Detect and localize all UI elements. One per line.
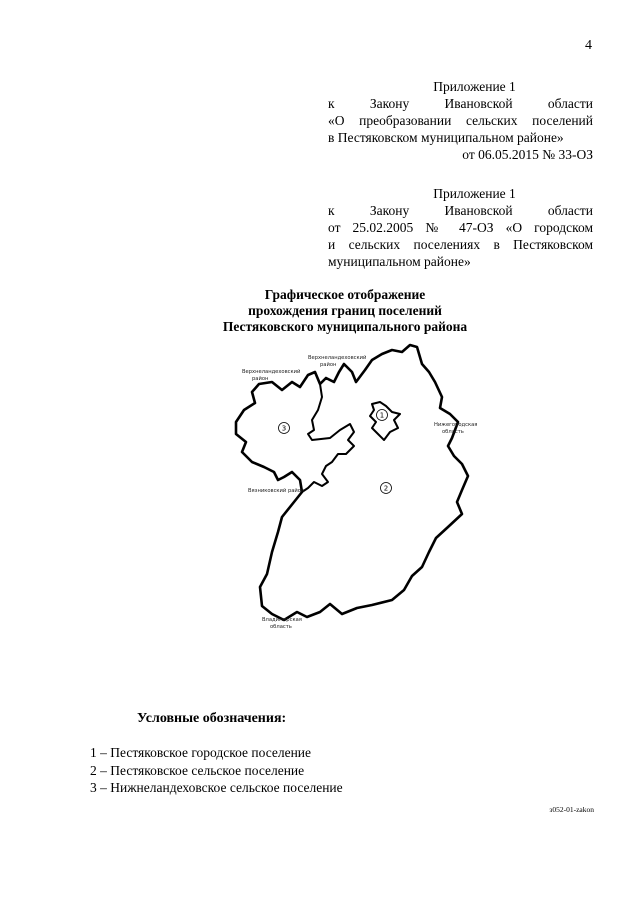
appendix-current-line-4: от 06.05.2015 № 33-ОЗ [462,147,593,162]
label-west-district-line-1: Верхнеландеховский [242,369,301,375]
map-heading [150,287,540,335]
label-north-district-line-1: Верхнеландеховский [308,355,367,361]
label-south-region-line-2: область [270,624,292,630]
appendix-current-line-1: к Закону Ивановской области [328,96,593,111]
appendix-original-title: Приложение 1 [433,186,516,201]
appendix-original-line-2: от 25.02.2005 № 47-ОЗ «О городском [328,220,593,235]
map-heading-line-1: Графическое отображение [264,287,426,302]
legend-heading: Условные обозначения: [137,711,287,726]
appendix-current [328,78,593,163]
document-code: з052-01-zakon [549,805,594,814]
legend-item-2: 2 – Пестяковское сельское поселение [90,762,305,778]
legend [90,744,343,797]
appendix-original-line-3: и сельских поселениях в Пестяковском [328,237,593,252]
boundary-settlement-1 [370,402,400,440]
map-heading-line-2: прохождения границ поселений [248,303,442,318]
marker-1-label: 1 [379,411,385,420]
map-heading-line-3: Пестяковского муниципального района [222,319,468,334]
label-west-district-line-2: район [252,376,269,382]
appendix-current-line-2: «О преобразовании сельских поселений [328,113,593,128]
district-map [222,342,492,642]
legend-item-1: 1 – Пестяковское городское поселение [90,745,312,760]
label-north-district-line-2: район [320,362,337,368]
district-map-svg [222,342,492,642]
settlement-marker-3 [279,423,290,434]
label-southwest-district: Вязниковский район [248,488,305,494]
label-east-region-line-1: Нижегородская [434,422,478,428]
appendix-original-line-4: муниципальном районе» [328,254,471,269]
settlement-marker-2 [381,483,392,494]
legend-item-3: 3 – Нижнеландеховское сельское поселение [90,780,343,795]
label-south-region-line-1: Владимирская [262,617,302,623]
label-east-region-line-2: область [442,429,464,435]
page-number: 4 [585,38,592,53]
appendix-current-line-3: в Пестяковском муниципальном районе» [328,130,564,145]
settlement-marker-1 [377,410,388,421]
district-outer-boundary [236,345,468,620]
marker-2-label: 2 [383,484,389,493]
appendix-original [328,185,593,270]
boundary-settlement-3 [302,384,354,492]
appendix-current-title: Приложение 1 [433,79,516,94]
marker-3-label: 3 [281,424,287,433]
appendix-original-line-1: к Закону Ивановской области [328,203,593,218]
